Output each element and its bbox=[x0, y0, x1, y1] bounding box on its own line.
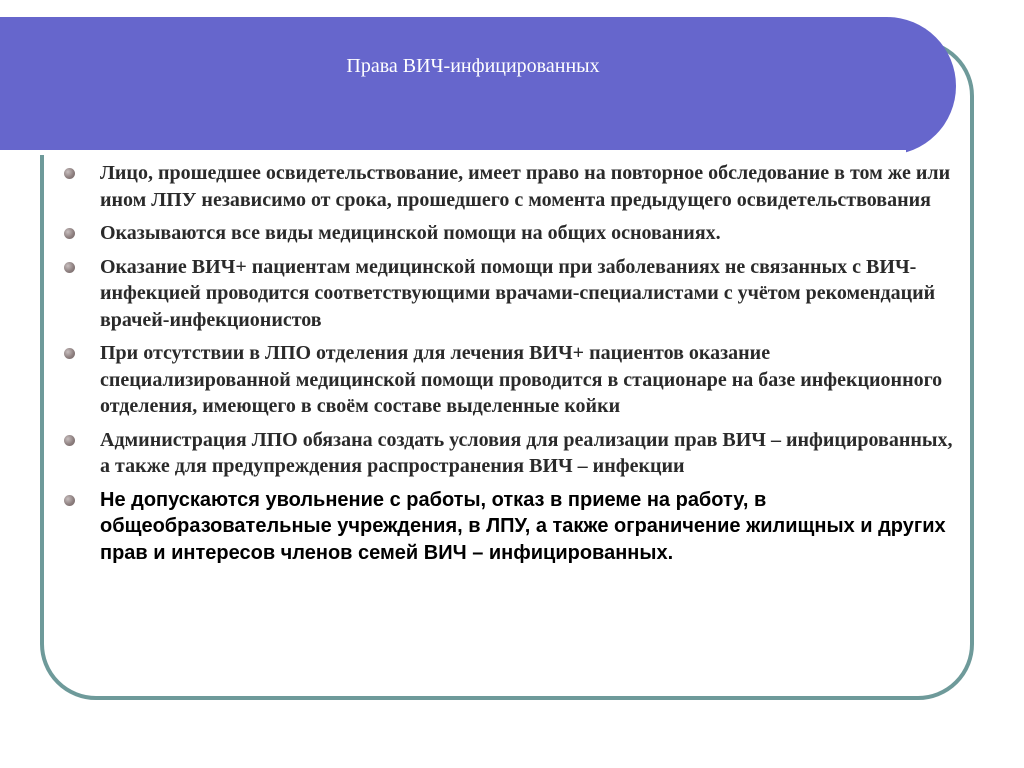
bullet-item bbox=[62, 427, 964, 480]
title-underline bbox=[0, 150, 906, 155]
bullet-text: Оказываются все виды медицинской помощи на общих основаниях. bbox=[100, 222, 721, 244]
title-bar bbox=[0, 17, 956, 155]
bullet-text: При отсутствии в ЛПО отделения для лечения ВИЧ+ пациентов оказание специализированной медицинской помощи проводится в стационаре на базе инфекционного отделения, имеющего в своём составе выделенные койки bbox=[100, 342, 943, 417]
bullet-dot-icon bbox=[64, 435, 75, 446]
bullet-text: Оказание ВИЧ+ пациентам медицинской помощи при заболеваниях не связанных с ВИЧ-инфекцией проводится соответствующими врачами-специалистами с учётом рекомендаций врачей-инфекционистов bbox=[100, 255, 936, 331]
bullet-item bbox=[62, 160, 964, 213]
bullet-item bbox=[62, 487, 964, 567]
bullet-item bbox=[62, 254, 964, 334]
bullet-text: Не допускаются увольнение с работы, отказ в приеме на работу, в общеобразовательные учреждения, в ЛПУ, а также ограничение жилищных и других прав и интересов членов семей ВИЧ – инфицированных. bbox=[100, 488, 946, 564]
bullet-item bbox=[62, 340, 964, 420]
slide-title: Права ВИЧ-инфицированных bbox=[346, 55, 600, 77]
bullet-item bbox=[62, 220, 964, 247]
bullet-dot-icon bbox=[64, 168, 75, 179]
bullet-dot-icon bbox=[64, 348, 75, 359]
bullet-list bbox=[62, 160, 964, 573]
bullet-dot-icon bbox=[64, 495, 75, 506]
bullet-dot-icon bbox=[64, 262, 75, 273]
bullet-text: Лицо, прошедшее освидетельствование, имеет право на повторное обследование в том же или ином ЛПУ независимо от срока, прошедшего с момента предыдущего освидетельствования bbox=[100, 162, 951, 211]
bullet-text: Администрация ЛПО обязана создать условия для реализации прав ВИЧ – инфицированных, а также для предупреждения распространения ВИЧ – инфекции bbox=[100, 428, 953, 477]
bullet-dot-icon bbox=[64, 228, 75, 239]
